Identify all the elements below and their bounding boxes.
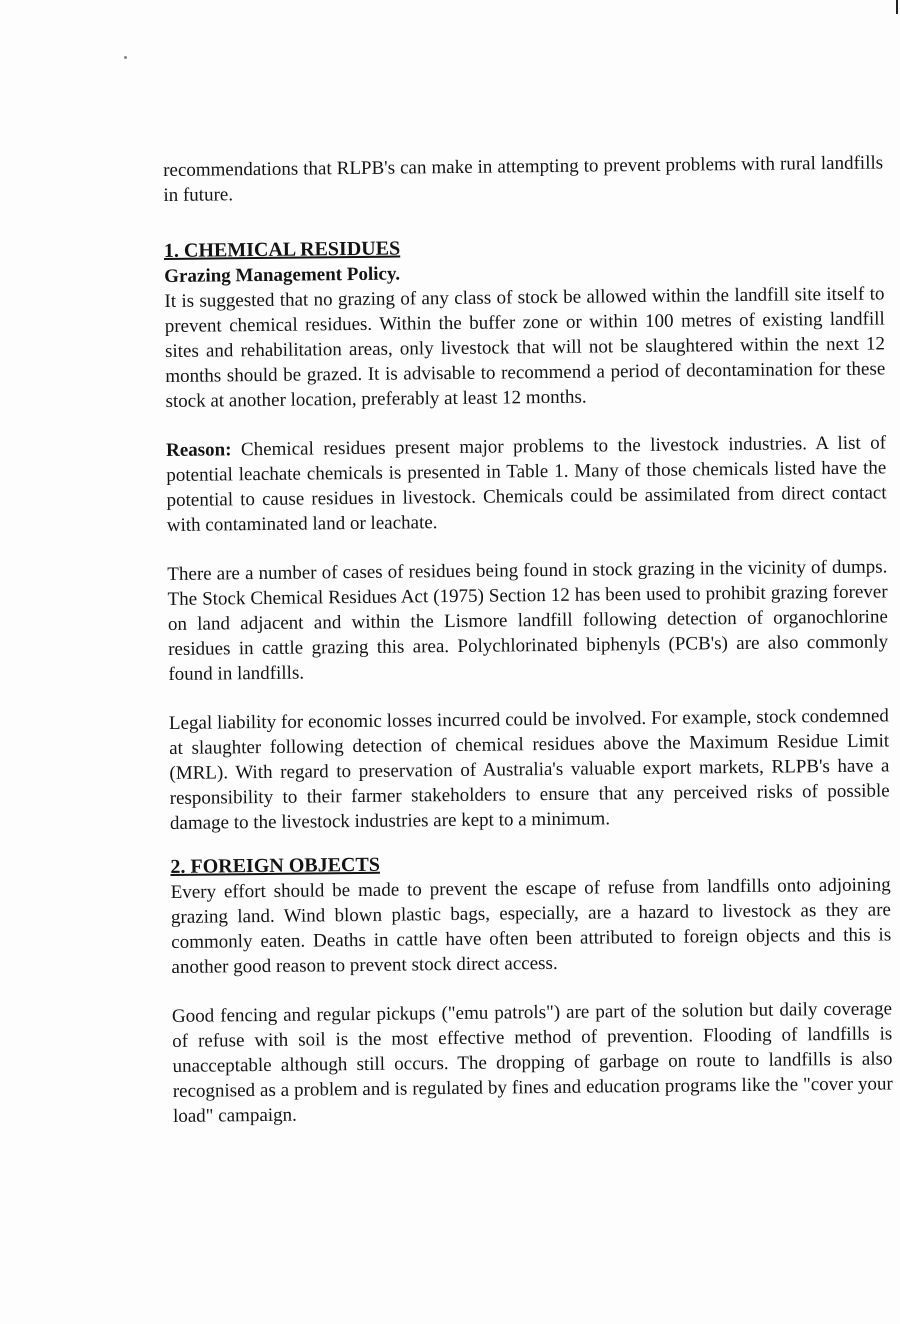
document-body [163, 150, 893, 1152]
reason-label: Reason: [165, 439, 232, 461]
scan-speck [124, 56, 127, 59]
residue-cases-paragraph: There are a number of cases of residues being found in stock grazing in the vicinity of dumps. The Stock Chemical Residues Act (1975) Section 12 has been used to prohibit grazing forever on land adjacent and within the Lismore landfill following detection of organochlorine residues in cattle grazing this area. Polychlorinated biphenyls (PCB's) are also commonly found in landfills. [167, 556, 889, 685]
policy-paragraph: It is suggested that no grazing of any class of stock be allowed within the landfill site itself to prevent chemical residues. Within the buffer zone or within 100 metres of existing landfill sites and rehabilitation areas, only livestock that will not be slaughtered within the next 12 months should be grazed. It is advisable to recommend a period of decontamination for these stock at another location, preferably at least 12 months. [164, 283, 886, 412]
section-heading-foreign-objects: 2. FOREIGN OBJECTS [170, 853, 381, 878]
reason-text: Chemical residues present major problems to the livestock industries. A list of potential leachate chemicals is presented in Table 1. Many of those chemicals listed have the potential to cause residues in livestock. Chemicals could be assimilated from direct contact with contaminated land or leachate. [166, 432, 887, 536]
reason-paragraph [166, 430, 887, 538]
scan-edge-mark [896, 0, 898, 14]
section-heading-chemical-residues: 1. CHEMICAL RESIDUES [163, 237, 401, 262]
legal-liability-paragraph: Legal liability for economic losses incurred could be involved. For example, stock condemned at slaughter following detection of chemical residues above the Maximum Residue Limit (MRL). With regard to preservation of Australia's valuable export markets, RLPB's have a responsibility to their farmer stakeholders to ensure that any perceived risks of possible damage to the livestock industries are kept to a minimum. [168, 705, 890, 834]
fencing-paragraph: Good fencing and regular pickups ("emu patrols") are part of the solution but daily coverage of refuse with soil is the most effective method of prevention. Flooding of landfills is unacceptable although still occurs. The dropping of garbage on route to landfills is also recognised as a problem and is regulated by fines and education programs like the "cover your load" campaign. [171, 998, 893, 1127]
foreign-objects-paragraph: Every effort should be made to prevent the escape of refuse from landfills onto adjoining grazing land. Wind blown plastic bags, especially, are a hazard to livestock as they are commonly eaten. Deaths in cattle have often been attributed to foreign objects and this is another good reason to prevent stock direct access. [170, 874, 892, 978]
intro-paragraph: recommendations that RLPB's can make in attempting to prevent problems with rural landfills in future. [163, 152, 884, 206]
subheading-grazing-policy: Grazing Management Policy. [164, 263, 401, 287]
